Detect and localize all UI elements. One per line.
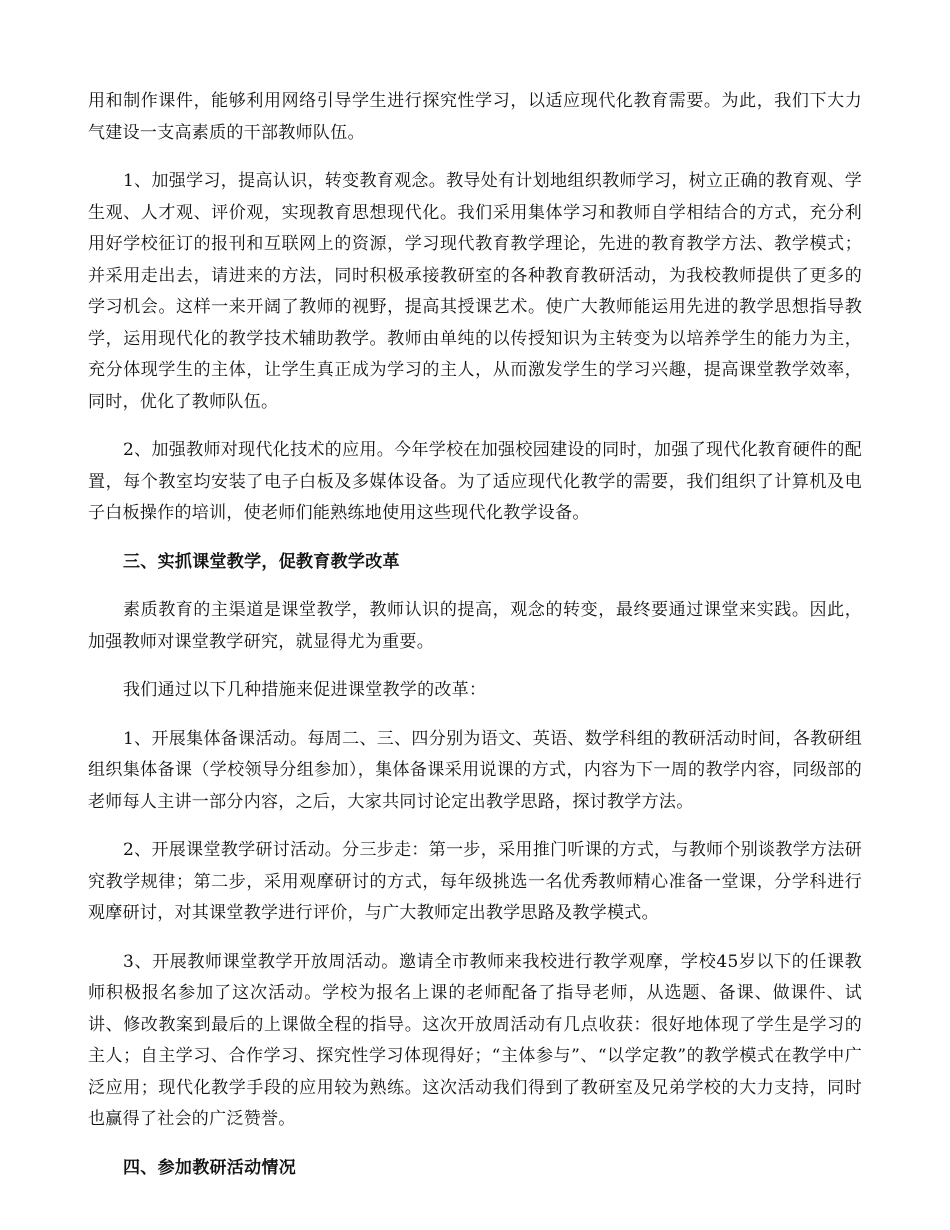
paragraph-quality-education: 素质教育的主渠道是课堂教学，教师认识的提高，观念的转变，最终要通过课堂来实践。因此，加强教师对课堂教学研究，就显得尤为重要。 (88, 600, 862, 652)
document-page (88, 86, 862, 1201)
paragraph-open-week: 3、开展教师课堂教学开放周活动。邀请全市教师来我校进行教学观摩，学校45岁以下的任课教师积极报名参加了这次活动。学校为报名上课的老师配备了指导老师，从选题、备课、做课件、试讲、修改教案到最后的上课做全程的指导。这次开放周活动有几点收获：很好地体现了学生是学习的主人；自主学习、合作学习、探究性学习体现得好；“主体参与”、“以学定教”的教学模式在教学中广泛应用；现代化教学手段的应用较为熟练。这次活动我们得到了教研室及兄弟学校的大力支持，同时也赢得了社会的广泛赞誉。 (88, 951, 862, 1129)
heading-classroom-teaching: 三、实抓课堂教学，促教育教学改革 (123, 551, 400, 572)
paragraph-teaching-seminar: 2、开展课堂教学研讨活动。分三步走：第一步，采用推门听课的方式，与教师个别谈教学方法研究教学规律；第二步，采用观摩研讨的方式，每年级挑选一名优秀教师精心准备一堂课，分学科进行观摩研讨，对其课堂教学进行评价，与广大教师定出教学思路及教学模式。 (88, 840, 862, 923)
paragraph-study-concepts: 1、加强学习，提高认识，转变教育观念。教导处有计划地组织教师学习，树立正确的教育观、学生观、人才观、评价观，实现教育思想现代化。我们采用集体学习和教师自学相结合的方式，充分利用好学校征订的报刊和互联网上的资源，学习现代教育教学理论，先进的教育教学方法、教学模式；并采用走出去，请进来的方法，同时积极承接教研室的各种教育教研活动，为我校教师提供了更多的学习机会。这样一来开阔了教师的视野，提高其授课艺术。使广大教师能运用先进的教学思想指导教学，运用现代化的教学技术辅助教学。教师由单纯的以传授知识为主转变为以培养学生的能力为主，充分体现学生的主体，让学生真正成为学习的主人，从而激发学生的学习兴趣，提高课堂教学效率，同时，优化了教师队伍。 (88, 171, 862, 412)
heading-research-activities: 四、参加教研活动情况 (123, 1157, 296, 1178)
paragraph-measures-intro: 我们通过以下几种措施来促进课堂教学的改革： (123, 680, 487, 700)
paragraph-modern-tech: 2、加强教师对现代化技术的应用。今年学校在加强校园建设的同时，加强了现代化教育硬件的配置，每个教室均安装了电子白板及多媒体设备。为了适应现代化教学的需要，我们组织了计算机及电子白板操作的培训，使老师们能熟练地使用这些现代化教学设备。 (88, 440, 862, 523)
paragraph-collective-lesson-prep: 1、开展集体备课活动。每周二、三、四分别为语文、英语、数学科组的教研活动时间，各教研组组织集体备课（学校领导分组参加），集体备课采用说课的方式，内容为下一周的教学内容，同级部的老师每人主讲一部分内容，之后，大家共同讨论定出教学思路，探讨教学方法。 (88, 728, 862, 812)
paragraph-courseware: 用和制作课件，能够利用网络引导学生进行探究性学习，以适应现代化教育需要。为此，我们下大力气建设一支高素质的干部教师队伍。 (88, 91, 862, 143)
